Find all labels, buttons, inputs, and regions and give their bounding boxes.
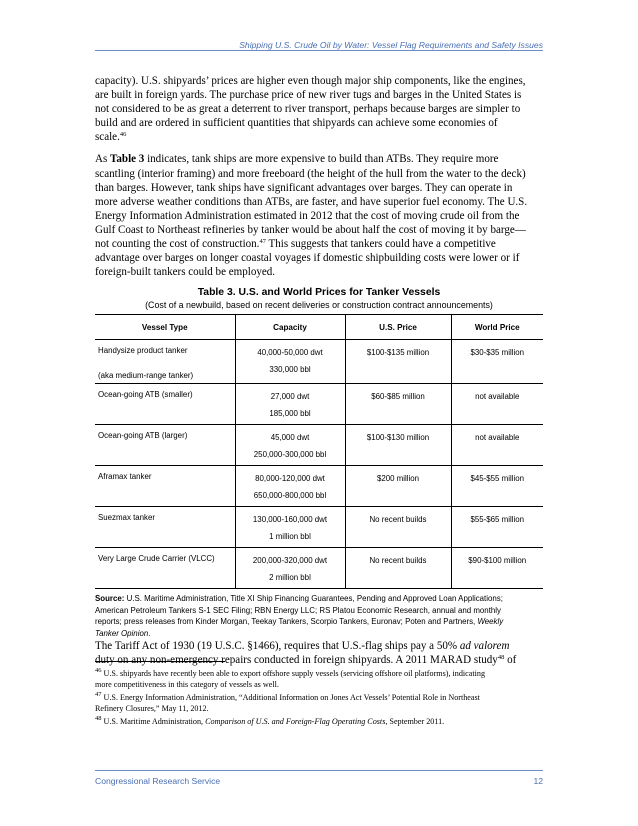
capacity-dwt: 200,000-320,000 dwt	[252, 556, 328, 566]
text-fragment: The Tariff Act of 1930 (19 U.S.C. §1466), requires that U.S.-flag ships pay a 50%	[95, 640, 460, 653]
text-fragment: scale.	[95, 131, 120, 144]
cell-vessel-type	[95, 507, 235, 548]
vessel-type-text: Very Large Crude Carrier (VLCC)	[98, 554, 215, 564]
text-line: than barges. However, tank ships have significant advantages over barges. They can operate in	[95, 181, 513, 194]
capacity-dwt: 45,000 dwt	[270, 433, 310, 443]
footnote-number: 46	[95, 667, 102, 674]
cell-world-price: $45-$55 million	[451, 466, 543, 507]
table-row	[95, 466, 543, 507]
capacity-bbl: 250,000-300,000 bbl	[253, 450, 327, 460]
text-line: advantage over barges on longer coastal voyages if domestic shipbuilding costs were lower or if	[95, 252, 520, 265]
text-fragment: This suggests that tankers could have a competitive	[265, 238, 496, 251]
column-header-us-price: U.S. Price	[345, 315, 451, 340]
footnote-rule	[95, 661, 225, 662]
cell-world-price: $55-$65 million	[451, 507, 543, 548]
vessel-type-text: Ocean-going ATB (smaller)	[98, 390, 193, 400]
footer-organization: Congressional Research Service	[95, 776, 221, 786]
footnote-48	[95, 716, 545, 727]
cell-us-price: $100-$135 million	[345, 340, 451, 384]
cell-vessel-type	[95, 340, 235, 384]
text-line: not considered to be as great a deterrent to river transport, perhaps because barges are simpler to	[95, 103, 521, 116]
text-fragment: As	[95, 153, 111, 166]
text-line: more adverse weather conditions than ATBs, are faster, and have superior fuel economy. The U.S.	[95, 195, 528, 208]
cell-capacity	[235, 384, 345, 425]
vessel-type-text: Aframax tanker	[98, 472, 152, 482]
table-body	[95, 340, 543, 589]
footnote-47	[95, 692, 545, 714]
footnote-text: Refinery Closures,” May 11, 2012.	[95, 704, 209, 714]
table-source-note	[95, 593, 543, 639]
source-text: U.S. Maritime Administration, Title XI Ship Financing Guarantees, Pending and Approved Loan Applications;	[124, 594, 503, 604]
text-line: Gulf Coast to Northeast refineries by tanker would be about half the cost of moving it by barge—	[95, 223, 526, 236]
column-header-world-price: World Price	[451, 315, 543, 340]
footer-rule	[95, 770, 543, 771]
table-3-reference: Table 3	[110, 153, 145, 166]
text-line: build and are ordered in sufficient quantities that shipyards can achieve some economies of	[95, 117, 498, 130]
footnote-ref-46[interactable]: 46	[119, 131, 127, 139]
text-fragment: not counting the cost of construction.	[95, 238, 260, 251]
header-rule	[95, 50, 543, 51]
vessel-type-text: Handysize product tanker	[98, 346, 188, 356]
footnote-ref-47[interactable]: 47	[259, 238, 266, 246]
capacity-bbl: 650,000-800,000 bbl	[253, 491, 327, 501]
footnote-text: U.S. Energy Information Administration, “Additional Information on Jones Act Vessels’ Potential Role in Northeast	[103, 693, 480, 703]
source-text: .	[148, 628, 151, 638]
table-row	[95, 340, 543, 384]
table-row	[95, 425, 543, 466]
footnote-text: U.S. Maritime Administration,	[103, 717, 206, 727]
cell-us-price: $100-$130 million	[345, 425, 451, 466]
footnotes	[95, 668, 545, 729]
table-subtitle: (Cost of a newbuild, based on recent deliveries or construction contract announcements)	[145, 300, 493, 311]
text-line: capacity). U.S. shipyards’ prices are higher even though major ship components, like the engines,	[95, 75, 526, 87]
cell-us-price: $200 million	[345, 466, 451, 507]
capacity-bbl: 185,000 bbl	[269, 409, 311, 419]
footnote-text: , September 2011.	[385, 717, 445, 727]
capacity-bbl: 2 million bbl	[269, 573, 311, 583]
cell-us-price: No recent builds	[345, 548, 451, 589]
vessel-type-text: Ocean-going ATB (larger)	[98, 431, 188, 441]
paragraph-shipyard-prices	[95, 74, 543, 144]
page-content	[95, 74, 543, 676]
cell-vessel-type	[95, 548, 235, 589]
cell-vessel-type	[95, 466, 235, 507]
cell-capacity	[235, 507, 345, 548]
footnote-number: 47	[95, 691, 102, 699]
cell-world-price: $30-$35 million	[451, 340, 543, 384]
footnote-number: 48	[95, 715, 102, 723]
table-title: Table 3. U.S. and World Prices for Tanker Vessels	[197, 287, 441, 299]
table-row	[95, 507, 543, 548]
text-line	[95, 130, 543, 144]
source-italic: Weekly	[477, 617, 504, 627]
table-row	[95, 384, 543, 425]
source-text: American Petroleum Tankers S-1 SEC Filing; RBN Energy LLC; RS Platou Economic Research, annual and monthly	[95, 605, 501, 615]
text-line	[95, 152, 543, 166]
running-head-title: Shipping U.S. Crude Oil by Water: Vessel Flag Requirements and Safety Issues	[239, 40, 543, 50]
source-text: reports; press releases from Kinder Morgan, Teekay Tankers, Scorpio Tankers, Euronav; Poten and Partners,	[95, 617, 478, 627]
cell-vessel-type	[95, 425, 235, 466]
text-line: Energy Information Administration estimated in 2012 that the cost of moving crude oil from the	[95, 209, 520, 222]
footnote-italic-title: Comparison of U.S. and Foreign-Flag Operating Costs	[205, 717, 386, 727]
column-header-vessel-type: Vessel Type	[95, 315, 235, 340]
cell-world-price: not available	[451, 384, 543, 425]
price-table	[95, 314, 543, 589]
text-line	[95, 237, 543, 251]
text-line: are built in foreign yards. The purchase price of new river tugs and barges in the United States is	[95, 89, 522, 102]
text-line: foreign-built tankers could be employed.	[95, 266, 276, 279]
cell-capacity	[235, 425, 345, 466]
capacity-dwt: 130,000-160,000 dwt	[252, 515, 328, 525]
cell-capacity	[235, 340, 345, 384]
cell-us-price: No recent builds	[345, 507, 451, 548]
paragraph-tank-ships	[95, 152, 543, 279]
ad-valorem-italic: ad valorem	[459, 640, 510, 653]
cell-capacity	[235, 466, 345, 507]
footnote-text: U.S. shipyards have recently been able to export offshore supply vessels (servicing offshore oil platforms), indicating	[103, 669, 486, 678]
text-fragment: duty on any non-emergency repairs conducted in foreign shipyards. A 2011 MARAD study	[95, 654, 498, 667]
table-row	[95, 548, 543, 589]
source-label: Source:	[95, 594, 125, 604]
cell-us-price: $60-$85 million	[345, 384, 451, 425]
capacity-dwt: 80,000-120,000 dwt	[255, 474, 325, 484]
text-fragment: of	[504, 654, 517, 667]
footnote-ref-48[interactable]: 48	[497, 654, 505, 662]
paragraph-tariff-act	[95, 639, 543, 667]
column-header-capacity: Capacity	[235, 315, 345, 340]
cell-vessel-type	[95, 384, 235, 425]
footnote-text: more competitiveness in this category of vessels as well.	[95, 680, 279, 690]
cell-world-price: not available	[451, 425, 543, 466]
cell-capacity	[235, 548, 345, 589]
cell-world-price: $90-$100 million	[451, 548, 543, 589]
vessel-type-note: (aka medium-range tanker)	[98, 371, 194, 381]
capacity-dwt: 27,000 dwt	[270, 392, 310, 402]
capacity-bbl: 1 million bbl	[269, 532, 311, 542]
text-line: scantling (interior framing) and more freeboard (the height of the hull from the water to the deck)	[95, 167, 526, 180]
table-header-row	[95, 315, 543, 340]
capacity-dwt: 40,000-50,000 dwt	[257, 348, 323, 358]
text-fragment: indicates, tank ships are more expensive to build than ATBs. They require more	[144, 153, 499, 166]
capacity-bbl: 330,000 bbl	[269, 365, 311, 375]
vessel-type-text: Suezmax tanker	[98, 513, 156, 523]
source-italic: Tanker Opinion	[95, 628, 149, 638]
page-number: 12	[533, 776, 543, 786]
footnote-46	[95, 668, 545, 690]
